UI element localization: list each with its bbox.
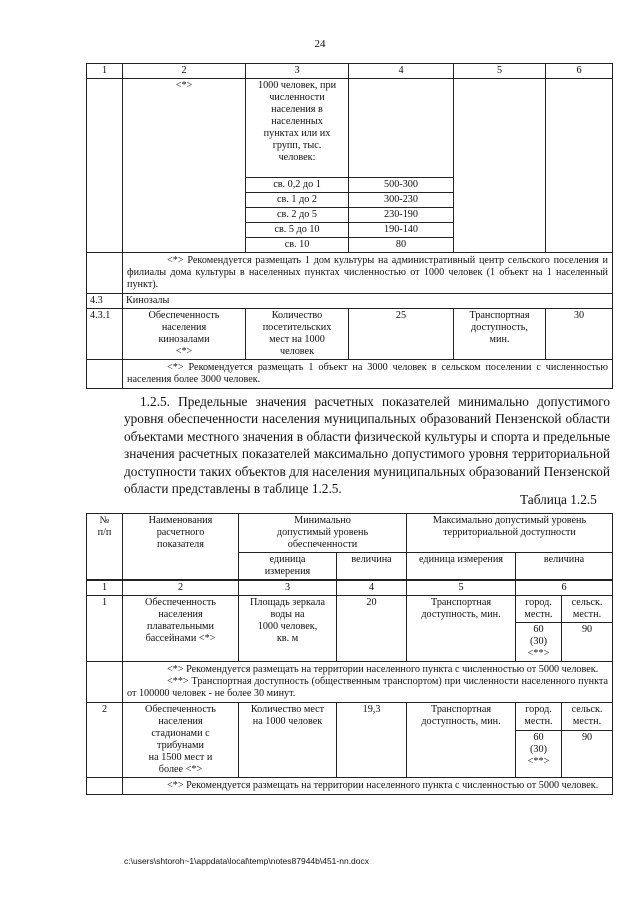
section-row — [87, 294, 613, 309]
accessibility-unit: Транспортная доступность, мин. — [407, 596, 516, 662]
empty-cell — [87, 360, 123, 389]
value-cell: 25 — [349, 309, 454, 360]
unit-cell: Количество посетительских мест на 1000 человек — [246, 309, 349, 360]
header-value-2: величина — [516, 553, 613, 581]
table-row — [87, 309, 613, 360]
urban-value: 60 (30) <**> — [516, 623, 562, 662]
header-number: № п/п — [87, 514, 123, 581]
col-3-header: 3 — [246, 64, 349, 79]
table-1-2-5 — [86, 513, 613, 795]
file-path-footer: c:\users\shtoroh~1\appdata\local\temp\notes87944b\451-nn.docx — [124, 856, 370, 866]
footnote: <*> Рекомендуется размещать на территории населенного пункта с численностью от 5000 человек. — [123, 778, 613, 795]
table-row — [87, 253, 613, 294]
range-label: св. 0,2 до 1 — [246, 178, 349, 193]
range-value: 190-140 — [349, 223, 454, 238]
unit-cell: Количество мест на 1000 человек — [239, 703, 337, 778]
rural-value: 90 — [562, 731, 613, 778]
header-indicator-name: Наименования расчетного показателя — [123, 514, 239, 581]
table-row — [87, 360, 613, 389]
table-row — [87, 79, 613, 178]
urban-value: 60 (30) <**> — [516, 731, 562, 778]
rural-value: 90 — [562, 623, 613, 662]
empty-cell — [87, 253, 123, 294]
empty-cell — [454, 79, 546, 253]
col-number: 2 — [123, 580, 239, 596]
range-value: 80 — [349, 238, 454, 253]
column-numbers-row — [87, 580, 613, 596]
value-cell: 20 — [337, 596, 407, 662]
population-description: 1000 человек, при численности населения в населенных пунктах или их групп, тыс. человек: — [246, 79, 349, 178]
col-6-header: 6 — [546, 64, 613, 79]
header-value: величина — [337, 553, 407, 581]
range-value: 230-190 — [349, 208, 454, 223]
marker-cell: <*> — [123, 79, 246, 253]
col-5-header: 5 — [454, 64, 546, 79]
col-number: 4 — [337, 580, 407, 596]
paragraph-text: 1.2.5. Предельные значения расчетных показателей минимально допустимого уровня обеспеченности населения муниципальных образований Пензенской области объектами местного значения в области физической культуры и спорта и предельные значения расчетных показателей максимально допустимого уровня территориальной доступности таких объектов для населения муниципальных образований Пензенской области представлены в таблице 1.2.5. — [124, 394, 610, 497]
col-2-header: 2 — [123, 64, 246, 79]
header-unit-2: единица измерения — [407, 553, 516, 581]
range-label: св. 10 — [246, 238, 349, 253]
table-header-row — [87, 64, 613, 79]
col-number: 6 — [516, 580, 613, 596]
header-unit: единица измерения — [239, 553, 337, 581]
indicator-name: Обеспеченность населения кинозалами <*> — [123, 309, 246, 360]
table-header-row — [87, 514, 613, 553]
col-number: 3 — [239, 580, 337, 596]
table-continuation — [86, 63, 613, 389]
body-paragraph — [124, 393, 610, 497]
empty-cell — [87, 662, 123, 703]
unit-cell: Площадь зеркала воды на 1000 человек, кв. м — [239, 596, 337, 662]
table-row — [87, 703, 613, 731]
row-number: 1 — [87, 596, 123, 662]
col-4-header: 4 — [349, 64, 454, 79]
header-min-level: Минимально допустимый уровень обеспеченности — [239, 514, 407, 553]
range-label: св. 2 до 5 — [246, 208, 349, 223]
rural-header: сельск. местн. — [562, 703, 613, 731]
table-caption: Таблица 1.2.5 — [520, 492, 597, 507]
table-row — [87, 778, 613, 795]
accessibility-unit: Транспортная доступность, мин. — [407, 703, 516, 778]
header-max-level: Максимально допустимый уровень территориальной доступности — [407, 514, 613, 553]
section-number: 4.3 — [87, 294, 123, 309]
footnote-line: <**> Транспортная доступность (общественным транспортом) при численности населенного пункта от 100000 человек - не более 30 минут. — [127, 676, 609, 699]
row-number: 4.3.1 — [87, 309, 123, 360]
value-cell: 19,3 — [337, 703, 407, 778]
empty-cell — [546, 79, 613, 253]
col-number: 1 — [87, 580, 123, 596]
urban-header: город. местн. — [516, 703, 562, 731]
table-row — [87, 662, 613, 703]
range-label: св. 1 до 2 — [246, 193, 349, 208]
accessibility-unit: Транспортная доступность, мин. — [454, 309, 546, 360]
page-number: 24 — [314, 38, 326, 50]
row-number: 2 — [87, 703, 123, 778]
table-row — [87, 596, 613, 623]
rural-header: сельск. местн. — [562, 596, 613, 623]
empty-cell — [349, 79, 454, 178]
footnote: <*> Рекомендуется размещать 1 дом культуры на административный центр сельского поселения и филиалы дома культуры в населенных пунктах численностью от 1000 человек (1 объект на 1 населенный пункт). — [123, 253, 613, 294]
col-number: 5 — [407, 580, 516, 596]
range-value: 500-300 — [349, 178, 454, 193]
urban-header: город. местн. — [516, 596, 562, 623]
empty-cell — [87, 778, 123, 795]
range-value: 300-230 — [349, 193, 454, 208]
footnote-line: <*> Рекомендуется размещать на территории населенного пункта с численностью от 5000 человек. — [167, 664, 599, 675]
col-1-header: 1 — [87, 64, 123, 79]
footnote: <*> Рекомендуется размещать 1 объект на 3000 человек в сельском поселении с численностью населения более 3000 человек. — [123, 360, 613, 389]
range-label: св. 5 до 10 — [246, 223, 349, 238]
indicator-name: Обеспеченность населения плавательными бассейнами <*> — [123, 596, 239, 662]
footnote — [123, 662, 613, 703]
empty-cell — [87, 79, 123, 253]
indicator-name: Обеспеченность населения стадионами с трибунами на 1500 мест и более <*> — [123, 703, 239, 778]
section-title: Кинозалы — [123, 294, 613, 309]
accessibility-value: 30 — [546, 309, 613, 360]
